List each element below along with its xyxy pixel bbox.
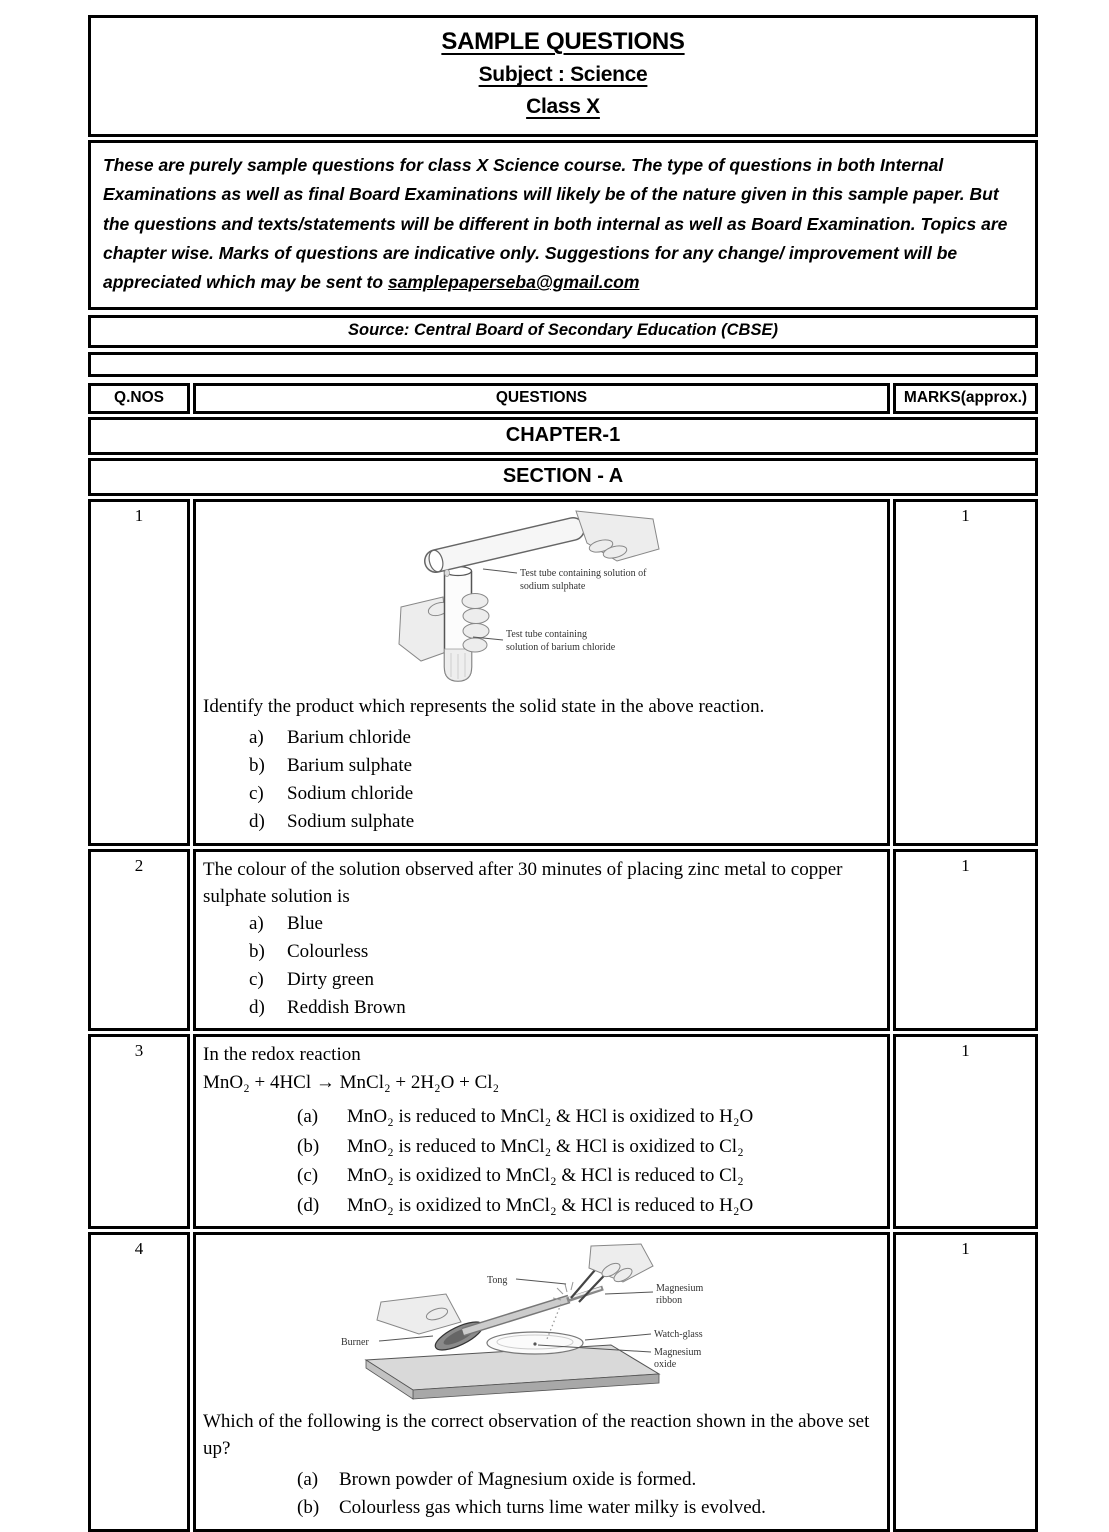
- question-number: 1: [88, 499, 190, 846]
- figure-label-magnesium-ribbon: Magnesium: [656, 1283, 704, 1295]
- option-a: [203, 1466, 879, 1494]
- option-text: MnO₂ is oxidized to MnCl₂ & HCl is reduced to Cl₂: [347, 1165, 744, 1187]
- question-text: Which of the following is the correct observation of the reaction shown in the above set up?: [203, 1411, 870, 1460]
- option-text: Colourless: [287, 941, 369, 963]
- figure-label-sodium-sulphate-tube-2: sodium sulphate: [520, 581, 586, 593]
- intro-text: These are purely sample questions for class X Science course. The type of questions in both Internal Examinations as well as final Board Examinations will likely be of the nature given in this sample paper. But the questions and texts/statements will be different in both internal as well as Board Examination. Topics are chapter wise. Marks of questions are indicative only. Suggestions for any change/ improvement will be appreciated which may be sent to: [103, 155, 1008, 293]
- option-text: Sodium chloride: [287, 783, 414, 805]
- figure-label-tong: Tong: [487, 1275, 508, 1287]
- option-label: b): [249, 755, 265, 777]
- question-row-1: [88, 499, 1109, 846]
- figure-label-burner: Burner: [341, 1337, 369, 1349]
- question-row-4: [88, 1232, 1109, 1532]
- option-text: Barium chloride: [287, 727, 411, 749]
- figure-label-barium-chloride-tube-2: solution of barium chloride: [506, 642, 616, 654]
- leader-line: [516, 1279, 566, 1284]
- option-c: [203, 1161, 879, 1191]
- question-number: 3: [88, 1034, 190, 1229]
- table-header-row: [88, 383, 1109, 414]
- section-heading: SECTION - A: [88, 458, 1038, 496]
- option-label: d): [249, 997, 265, 1019]
- option-text: MnO₂ is reduced to MnCl₂ & HCl is oxidized to H₂O: [347, 1106, 754, 1128]
- option-label: (a): [297, 1469, 319, 1491]
- chapter-heading: CHAPTER-1: [88, 417, 1038, 455]
- option-text: Sodium sulphate: [287, 811, 415, 833]
- option-a: [203, 724, 879, 752]
- test-tube-vertical-icon: [445, 567, 472, 682]
- question-body: [193, 499, 890, 846]
- figure-label-magnesium-oxide: Magnesium: [654, 1347, 702, 1359]
- source-text: Source: Central Board of Secondary Education (CBSE): [348, 321, 778, 340]
- option-text: Reddish Brown: [287, 997, 406, 1019]
- options-list: [203, 910, 879, 1022]
- magnesium-ribbon-icon: [547, 1282, 603, 1339]
- options-list: [203, 724, 879, 836]
- option-label: a): [249, 727, 264, 749]
- option-c: [203, 966, 879, 994]
- option-b: [203, 938, 879, 966]
- page-title: SAMPLE QUESTIONS: [441, 28, 685, 55]
- question-text: In the redox reaction: [203, 1044, 361, 1066]
- hand-burner-icon: [377, 1294, 486, 1355]
- option-d: [203, 994, 879, 1022]
- hand-right-icon: [576, 511, 659, 561]
- intro-box: [88, 140, 1038, 310]
- option-a: [203, 1102, 879, 1132]
- option-text: Barium sulphate: [287, 755, 413, 777]
- spacer-box: [88, 352, 1038, 377]
- option-d: [203, 1191, 879, 1221]
- chapter-row: [88, 417, 1109, 455]
- question-number: 4: [88, 1232, 190, 1532]
- option-label: (a): [297, 1106, 319, 1128]
- question-text: The colour of the solution observed after 30 minutes of placing zinc metal to copper sulphate solution is: [203, 859, 843, 908]
- question-marks: 1: [893, 849, 1038, 1031]
- options-list: [203, 1466, 879, 1522]
- option-label: (b): [297, 1135, 320, 1157]
- option-label: c): [249, 969, 264, 991]
- column-header-qnos: Q.NOS: [88, 383, 190, 414]
- question-marks: 1: [893, 499, 1038, 846]
- option-b: [203, 1132, 879, 1162]
- figure-magnesium-burning: [311, 1242, 771, 1402]
- leader-line: [585, 1334, 651, 1340]
- option-label: (c): [297, 1165, 319, 1187]
- title-box: [88, 15, 1038, 137]
- option-label: a): [249, 913, 264, 935]
- source-box: [88, 315, 1038, 348]
- option-b: [203, 752, 879, 780]
- column-header-questions: QUESTIONS: [193, 383, 890, 414]
- option-label: c): [249, 783, 264, 805]
- question-body: [193, 1034, 890, 1229]
- option-label: (d): [297, 1194, 320, 1216]
- option-text: Blue: [287, 913, 323, 935]
- question-row-2: [88, 849, 1109, 1031]
- option-text: Colourless gas which turns lime water milky is evolved.: [339, 1497, 766, 1519]
- option-label: b): [249, 941, 265, 963]
- figure-label-sodium-sulphate-tube: Test tube containing solution of: [520, 568, 647, 580]
- figure-label-magnesium-oxide-2: oxide: [654, 1359, 677, 1371]
- option-b: [203, 1494, 879, 1522]
- option-text: MnO₂ is reduced to MnCl₂ & HCl is oxidized to Cl₂: [347, 1135, 744, 1157]
- leader-line: [483, 569, 517, 573]
- watch-glass-icon: [487, 1332, 583, 1354]
- chemical-equation: MnO₂ + 4HCl → MnCl₂ + 2H₂O + Cl₂: [203, 1072, 500, 1094]
- question-text: Identify the product which represents the solid state in the above reaction.: [203, 696, 765, 718]
- question-body: [193, 849, 890, 1031]
- email-link[interactable]: samplepaperseba@gmail.com: [387, 272, 640, 293]
- question-row-3: [88, 1034, 1109, 1229]
- question-marks: 1: [893, 1034, 1038, 1229]
- option-text: Dirty green: [287, 969, 375, 991]
- option-c: [203, 780, 879, 808]
- figure-label-barium-chloride-tube: Test tube containing: [506, 629, 587, 641]
- option-text: Brown powder of Magnesium oxide is formed.: [339, 1469, 697, 1491]
- page-class: Class X: [526, 95, 600, 118]
- section-row: [88, 458, 1109, 496]
- column-header-marks: MARKS(approx.): [893, 383, 1038, 414]
- option-text: MnO₂ is oxidized to MnCl₂ & HCl is reduced to H₂O: [347, 1194, 754, 1216]
- options-list: [203, 1102, 879, 1220]
- leader-line: [605, 1292, 653, 1294]
- option-label: d): [249, 811, 265, 833]
- page-subject: Subject : Science: [478, 63, 648, 86]
- leader-line: [379, 1336, 433, 1341]
- option-d: [203, 808, 879, 836]
- figure-label-watch-glass: Watch-glass: [654, 1329, 703, 1341]
- option-a: [203, 910, 879, 938]
- question-body: [193, 1232, 890, 1532]
- question-number: 2: [88, 849, 190, 1031]
- rod-icon: [463, 1299, 569, 1332]
- figure-test-tube-pouring: [391, 509, 691, 687]
- option-label: (b): [297, 1497, 320, 1519]
- figure-label-magnesium-ribbon-2: ribbon: [656, 1295, 683, 1307]
- hand-left-icon: [399, 597, 451, 661]
- question-marks: 1: [893, 1232, 1038, 1532]
